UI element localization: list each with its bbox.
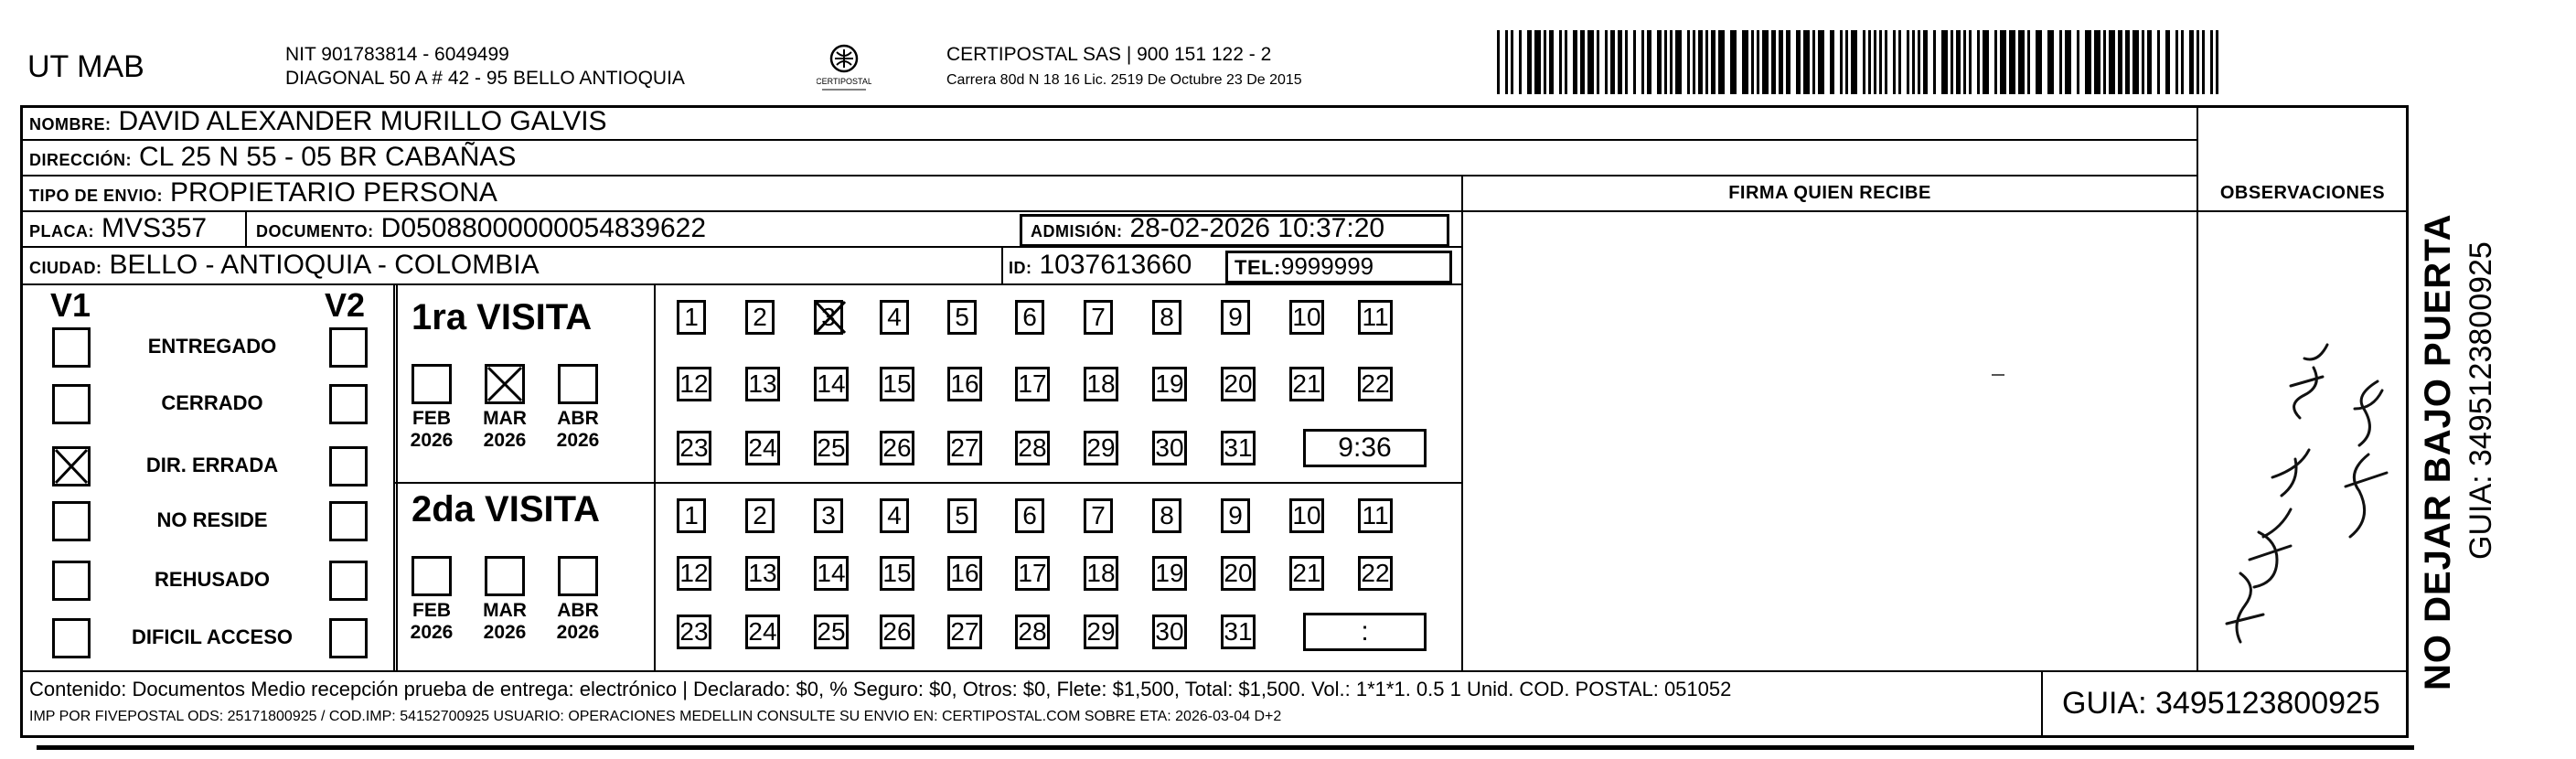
logo-text: CERTIPOSTAL — [817, 77, 871, 86]
barcode-bar — [1693, 30, 1695, 94]
barcode-bar — [1907, 30, 1909, 94]
barcode-bar — [2109, 30, 2115, 94]
field-documento — [256, 213, 706, 244]
barcode-bar — [2216, 30, 2218, 94]
month-name: FEB — [412, 600, 451, 621]
day-box[interactable]: 25 — [814, 615, 849, 649]
barcode-bar — [1885, 30, 1887, 94]
barcode-bar — [1534, 30, 1541, 94]
day-box[interactable]: 10 — [1289, 498, 1324, 533]
month-year: 2026 — [483, 430, 527, 451]
pen-mark — [1992, 374, 2004, 376]
first-visit-label: 1ra VISITA — [412, 297, 593, 337]
barcode-bar — [1497, 30, 1500, 94]
time-box[interactable]: 9:36 — [1303, 429, 1427, 467]
barcode-bar — [1863, 30, 1865, 94]
barcode-bar — [2157, 30, 2160, 94]
barcode-bar — [2077, 30, 2079, 94]
barcode-bar — [1698, 30, 1703, 94]
day-box[interactable]: 1 — [677, 498, 706, 533]
barcode-bar — [2210, 30, 2213, 94]
time-box[interactable]: : — [1303, 613, 1427, 651]
day-box[interactable]: 27 — [947, 615, 982, 649]
barcode-bar — [1511, 30, 1513, 94]
month-name: ABR — [557, 408, 599, 429]
month-checkbox[interactable] — [558, 364, 598, 404]
ciudad-label: CIUDAD: — [29, 259, 102, 277]
day-box[interactable]: 5 — [947, 300, 977, 335]
day-box[interactable]: 21 — [1289, 367, 1324, 401]
barcode-bar — [2085, 30, 2091, 94]
month-year: 2026 — [410, 430, 454, 451]
day-box[interactable]: 2 — [745, 498, 775, 533]
day-box[interactable]: 1 — [677, 300, 706, 335]
day-box[interactable]: 30 — [1152, 615, 1187, 649]
day-box[interactable]: 26 — [880, 431, 914, 465]
barcode-bar — [2094, 30, 2100, 94]
day-box[interactable]: 24 — [745, 615, 780, 649]
barcode-bar — [2047, 30, 2054, 94]
barcode-bar — [1519, 30, 1522, 94]
status-label: DIR. ERRADA — [145, 454, 279, 476]
day-box[interactable]: 29 — [1084, 431, 1118, 465]
id-label: ID: — [1009, 259, 1032, 277]
barcode-bar — [1565, 30, 1567, 94]
month-label — [550, 600, 605, 644]
direccion-value: CL 25 N 55 - 05 BR CABAÑAS — [139, 142, 517, 172]
month-name: ABR — [557, 600, 599, 621]
day-box[interactable]: 22 — [1358, 556, 1393, 591]
tipo-label: TIPO DE ENVIO: — [29, 187, 164, 205]
barcode-bar — [1573, 30, 1577, 94]
firma-header: FIRMA QUIEN RECIBE — [1728, 183, 1931, 203]
barcode-bar — [1751, 30, 1754, 94]
field-nombre — [29, 106, 607, 137]
barcode-bar — [2175, 30, 2178, 94]
day-box[interactable]: 28 — [1015, 431, 1050, 465]
day-box[interactable]: 7 — [1084, 300, 1113, 335]
v1-header: V1 — [50, 286, 91, 324]
barcode-bar — [2147, 30, 2152, 94]
v2-checkbox[interactable] — [329, 446, 368, 486]
day-box[interactable]: 16 — [947, 367, 982, 401]
day-box[interactable]: 17 — [1015, 367, 1050, 401]
tipo-value: PROPIETARIO PERSONA — [170, 177, 497, 208]
barcode-bar — [1718, 30, 1725, 94]
barcode-bar — [1879, 30, 1882, 94]
barcode-bar — [1845, 30, 1848, 94]
month-checkbox[interactable] — [412, 556, 452, 596]
day-box[interactable]: 11 — [1358, 498, 1393, 533]
v1-checkbox[interactable] — [52, 618, 91, 658]
barcode-bar — [1544, 30, 1546, 94]
month-label — [550, 408, 605, 452]
placa-label: PLACA: — [29, 222, 94, 241]
day-box[interactable]: 12 — [677, 367, 711, 401]
status-label: NO RESIDE — [156, 508, 268, 531]
day-box[interactable]: 10 — [1289, 300, 1324, 335]
barcode-bar — [2165, 30, 2170, 94]
barcode-bar — [1657, 30, 1662, 94]
day-box[interactable]: 26 — [880, 615, 914, 649]
sender-address: DIAGONAL 50 A # 42 - 95 BELLO ANTIOQUIA — [285, 68, 685, 89]
barcode-bar — [2189, 30, 2194, 94]
bottom-edge — [37, 745, 2414, 750]
day-box[interactable]: 15 — [880, 367, 914, 401]
barcode-bar — [1597, 30, 1599, 94]
ciudad-value: BELLO - ANTIOQUIA - COLOMBIA — [109, 250, 540, 280]
barcode-bar — [1803, 30, 1810, 94]
signature-area — [1463, 212, 2195, 669]
month-year: 2026 — [556, 622, 600, 643]
day-box[interactable]: 19 — [1152, 367, 1187, 401]
barcode-bar — [1625, 30, 1628, 94]
month-name: FEB — [412, 408, 451, 429]
barcode-bar — [1796, 30, 1801, 94]
month-year: 2026 — [410, 622, 454, 643]
day-box[interactable]: 27 — [947, 431, 982, 465]
documento-value: D05088000000054839622 — [380, 213, 707, 243]
barcode-bar — [1641, 30, 1644, 94]
barcode-bar — [1918, 30, 1920, 94]
barcode-bar — [1580, 30, 1585, 94]
admision-label: ADMISIÓN: — [1031, 222, 1123, 241]
observaciones-header: OBSERVACIONES — [2219, 183, 2386, 203]
v2-checkbox[interactable] — [329, 501, 368, 541]
barcode-bar — [1963, 30, 1966, 94]
day-box[interactable]: 4 — [880, 300, 909, 335]
barcode-bar — [1705, 30, 1708, 94]
barcode-bar — [1912, 30, 1915, 94]
nombre-value: DAVID ALEXANDER MURILLO GALVIS — [118, 106, 607, 136]
day-box[interactable]: 31 — [1221, 615, 1256, 649]
day-box[interactable]: 8 — [1152, 498, 1181, 533]
day-box[interactable]: 21 — [1289, 556, 1324, 591]
barcode-bar — [1983, 30, 1989, 94]
day-box[interactable]: 23 — [677, 615, 711, 649]
day-box[interactable]: 16 — [947, 556, 982, 591]
handwritten-signature — [2199, 212, 2405, 669]
day-box[interactable]: 13 — [745, 556, 780, 591]
month-year: 2026 — [556, 430, 600, 451]
status-label: REHUSADO — [155, 568, 270, 591]
month-checkbox[interactable] — [485, 364, 525, 404]
day-box[interactable]: 3 — [814, 498, 843, 533]
v2-header: V2 — [325, 286, 366, 324]
v2-checkbox[interactable] — [329, 327, 368, 368]
footer-content: Contenido: Documentos Medio recepción prueba de entrega: electrónico | Declarado: $0, % Seguro: $0, Otros: $0, Flete: $1,500, Total: $1,500. Vol.: 1*1*1. 0.5 1 Unid. COD. POSTAL: 051052 — [29, 678, 1732, 700]
v2-checkbox[interactable] — [329, 618, 368, 658]
barcode-bar — [1840, 30, 1843, 94]
day-box[interactable]: 19 — [1152, 556, 1187, 591]
certipostal-logo — [817, 40, 871, 93]
v2-checkbox[interactable] — [329, 561, 368, 601]
day-box[interactable]: 25 — [814, 431, 849, 465]
day-box[interactable]: 2 — [745, 300, 775, 335]
field-placa — [29, 213, 207, 244]
admision-value: 28-02-2026 10:37:20 — [1129, 213, 1385, 243]
day-box[interactable]: 9 — [1221, 498, 1250, 533]
barcode-bar — [2018, 30, 2025, 94]
status-label: CERRADO — [161, 391, 263, 414]
barcode-bar — [1618, 30, 1622, 94]
second-visit-label: 2da VISITA — [412, 489, 600, 529]
barcode-bar — [2103, 30, 2106, 94]
day-box[interactable]: 28 — [1015, 615, 1050, 649]
field-admision — [1031, 213, 1384, 244]
month-name: MAR — [483, 600, 527, 621]
day-box[interactable]: 14 — [814, 556, 849, 591]
month-label — [404, 600, 459, 644]
day-box[interactable]: 5 — [947, 498, 977, 533]
tel-label: TEL: — [1235, 256, 1281, 279]
side-guia: GUIA: 3495123800925 — [2464, 241, 2498, 560]
v1-checkbox[interactable] — [52, 561, 91, 601]
barcode-bar — [1633, 30, 1636, 94]
barcode-bar — [1812, 30, 1815, 94]
barcode-bar — [1610, 30, 1615, 94]
day-box[interactable]: 4 — [880, 498, 909, 533]
barcode-bar — [1951, 30, 1953, 94]
barcode-bar — [1874, 30, 1876, 94]
barcode-bar — [1830, 30, 1834, 94]
v1-checkbox[interactable] — [52, 327, 91, 368]
barcode-bar — [2036, 30, 2042, 94]
barcode-bar — [2132, 30, 2139, 94]
day-box[interactable]: 20 — [1221, 556, 1256, 591]
month-year: 2026 — [483, 622, 527, 643]
barcode-bar — [2125, 30, 2130, 94]
day-box[interactable]: 29 — [1084, 615, 1118, 649]
sender-name: UT MAB — [27, 49, 144, 84]
company-name: CERTIPOSTAL SAS | 900 151 122 - 2 — [946, 44, 1272, 65]
barcode-bar — [1687, 30, 1690, 94]
status-label: DIFICIL ACCESO — [131, 625, 293, 648]
barcode-bar — [1647, 30, 1651, 94]
barcode — [1497, 30, 2224, 94]
month-label — [477, 408, 532, 452]
barcode-bar — [1527, 30, 1532, 94]
month-checkbox[interactable] — [485, 556, 525, 596]
month-label — [404, 408, 459, 452]
day-box[interactable]: 17 — [1015, 556, 1050, 591]
company-address: Carrera 80d N 18 16 Lic. 2519 De Octubre 23 De 2015 — [946, 72, 1302, 88]
field-tel — [1235, 252, 1374, 281]
day-box[interactable]: 11 — [1358, 300, 1393, 335]
day-box[interactable]: 30 — [1152, 431, 1187, 465]
barcode-bar — [1711, 30, 1716, 94]
direccion-label: DIRECCIÓN: — [29, 151, 132, 169]
day-box[interactable]: 23 — [677, 431, 711, 465]
barcode-bar — [1505, 30, 1508, 94]
nombre-label: NOMBRE: — [29, 115, 112, 134]
barcode-bar — [2027, 30, 2030, 94]
barcode-bar — [1587, 30, 1594, 94]
day-box[interactable]: 18 — [1084, 556, 1118, 591]
day-box[interactable]: 6 — [1015, 498, 1044, 533]
barcode-bar — [1956, 30, 1961, 94]
day-box[interactable]: 3 — [814, 300, 843, 335]
footer-imp: IMP POR FIVEPOSTAL ODS: 25171800925 / COD.IMP: 54152700925 USUARIO: OPERACIONES MEDELLIN CONSULTE SU ENVIO EN: CERTIPOSTAL.COM SOBRE ETA: 2026-03-04 D+2 — [29, 709, 1282, 724]
placa-value: MVS357 — [102, 213, 208, 243]
month-checkbox[interactable] — [558, 556, 598, 596]
v1-checkbox[interactable] — [52, 446, 91, 486]
tel-value: 9999999 — [1280, 252, 1374, 280]
barcode-bar — [1762, 30, 1769, 94]
barcode-bar — [1933, 30, 1936, 94]
barcode-bar — [1893, 30, 1896, 94]
documento-label: DOCUMENTO: — [256, 222, 374, 241]
certipostal-logo-icon — [817, 40, 871, 93]
month-label — [477, 600, 532, 644]
barcode-bar — [1742, 30, 1748, 94]
day-box[interactable]: 14 — [814, 367, 849, 401]
day-box[interactable]: 6 — [1015, 300, 1044, 335]
day-box[interactable]: 15 — [880, 556, 914, 591]
footer-guia: GUIA: 3495123800925 — [2062, 686, 2380, 721]
barcode-bar — [1818, 30, 1824, 94]
field-ciudad — [29, 250, 540, 281]
month-checkbox[interactable] — [412, 364, 452, 404]
day-box[interactable]: 12 — [677, 556, 711, 591]
barcode-bar — [2059, 30, 2062, 94]
barcode-bar — [1898, 30, 1901, 94]
day-box[interactable]: 24 — [745, 431, 780, 465]
barcode-bar — [1851, 30, 1857, 94]
barcode-bar — [1675, 30, 1682, 94]
v2-checkbox[interactable] — [329, 384, 368, 424]
barcode-bar — [2065, 30, 2071, 94]
id-value: 1037613660 — [1039, 250, 1192, 280]
day-box[interactable]: 31 — [1221, 431, 1256, 465]
barcode-bar — [1779, 30, 1783, 94]
barcode-bar — [1730, 30, 1737, 94]
side-warning: NO DEJAR BAJO PUERTA — [2418, 213, 2458, 690]
barcode-bar — [1757, 30, 1759, 94]
day-box[interactable]: 8 — [1152, 300, 1181, 335]
day-box[interactable]: 18 — [1084, 367, 1118, 401]
barcode-bar — [2181, 30, 2184, 94]
month-name: MAR — [483, 408, 527, 429]
barcode-bar — [2202, 30, 2205, 94]
barcode-bar — [1771, 30, 1776, 94]
field-direccion — [29, 142, 516, 173]
barcode-bar — [1994, 30, 1997, 94]
field-id — [1009, 250, 1192, 281]
day-box[interactable]: 22 — [1358, 367, 1393, 401]
barcode-bar — [1941, 30, 1948, 94]
day-box[interactable]: 13 — [745, 367, 780, 401]
barcode-bar — [1868, 30, 1871, 94]
barcode-bar — [1605, 30, 1608, 94]
barcode-bar — [2009, 30, 2015, 94]
field-tipo — [29, 177, 497, 208]
barcode-bar — [1923, 30, 1928, 94]
day-box[interactable]: 9 — [1221, 300, 1250, 335]
barcode-bar — [1664, 30, 1667, 94]
v1-checkbox[interactable] — [52, 384, 91, 424]
barcode-bar — [2197, 30, 2199, 94]
v1-checkbox[interactable] — [52, 501, 91, 541]
barcode-bar — [2142, 30, 2144, 94]
barcode-bar — [1969, 30, 1972, 94]
barcode-bar — [1670, 30, 1673, 94]
barcode-bar — [1549, 30, 1554, 94]
sender-nit: NIT 901783814 - 6049499 — [285, 44, 509, 65]
barcode-bar — [2118, 30, 2122, 94]
status-label: ENTREGADO — [147, 335, 277, 358]
barcode-bar — [1977, 30, 1980, 94]
barcode-bar — [2000, 30, 2006, 94]
day-box[interactable]: 20 — [1221, 367, 1256, 401]
barcode-bar — [1559, 30, 1562, 94]
barcode-bar — [1786, 30, 1790, 94]
day-box[interactable]: 7 — [1084, 498, 1113, 533]
